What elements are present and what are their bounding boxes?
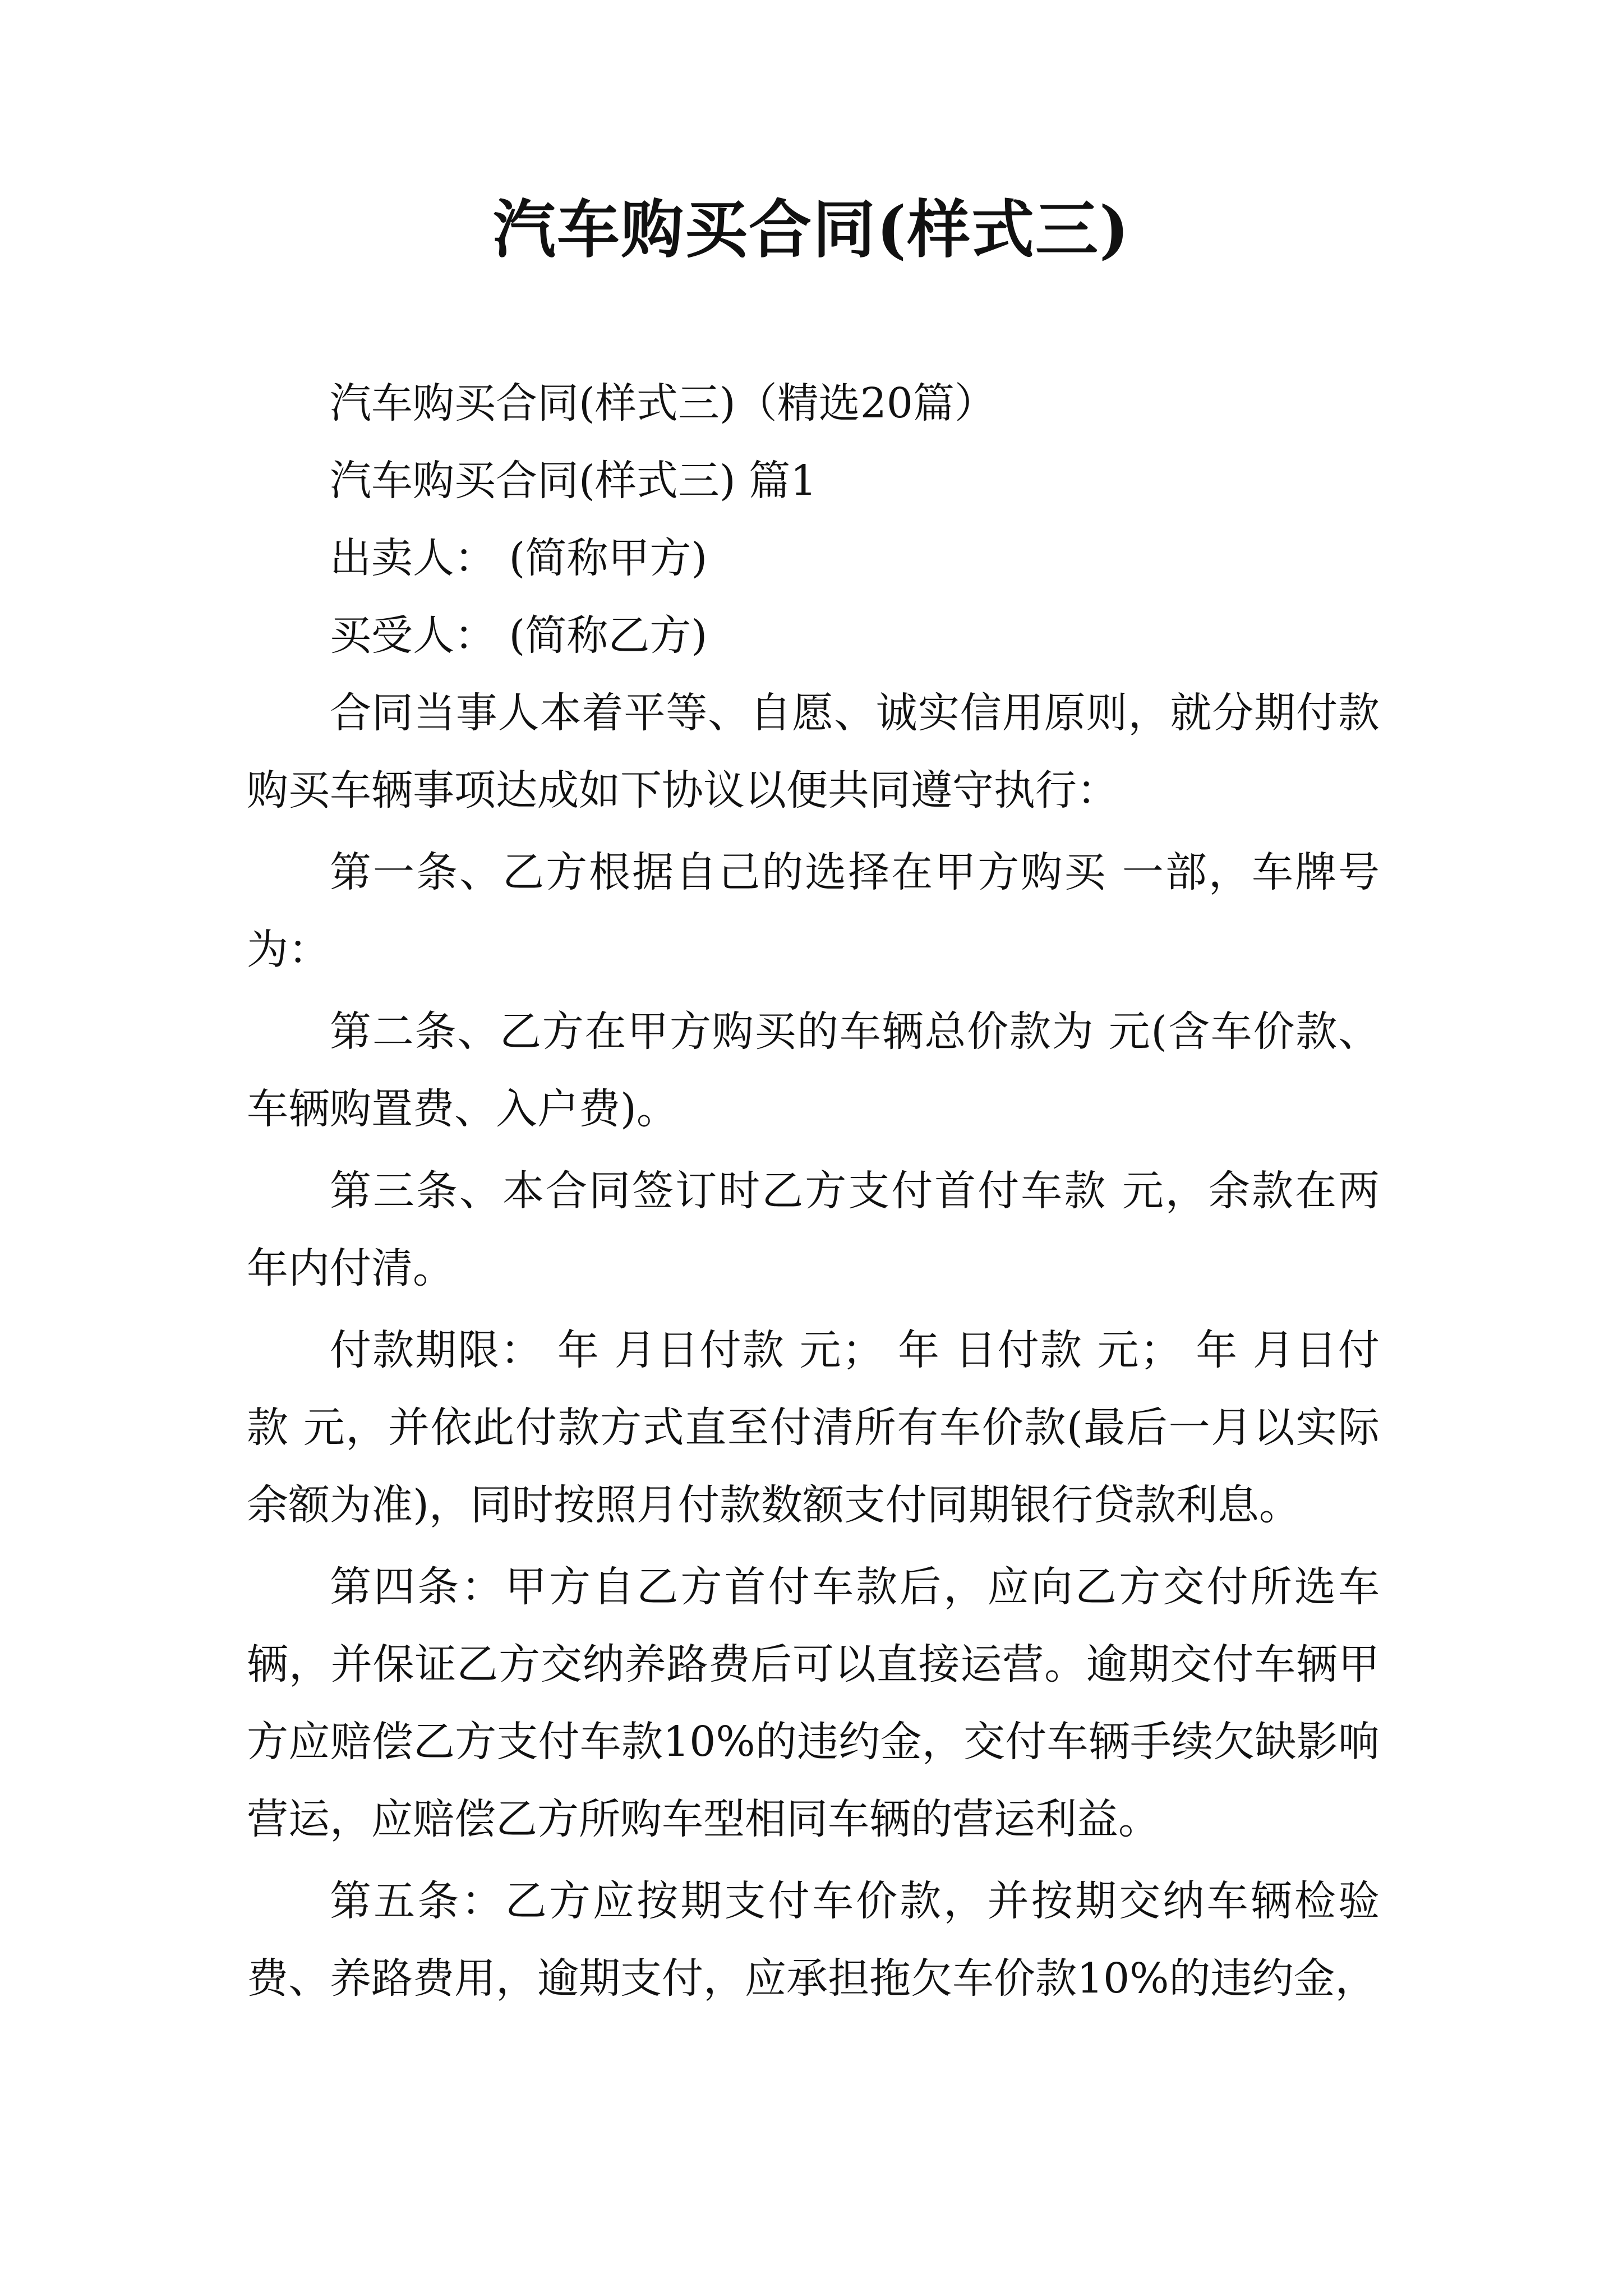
paragraph-article-2: 第二条、乙方在甲方购买的车辆总价款为 元(含车价款、车辆购置费、入户费)。 xyxy=(247,1007,1380,1133)
paragraph-article-3: 第三条、本合同签订时乙方支付首付车款 元，余款在两年内付清。 xyxy=(247,1167,1380,1292)
paragraph-buyer: 买受人： (简称乙方) xyxy=(330,611,708,660)
document-body xyxy=(247,365,1380,2017)
paragraph-seller: 出卖人： (简称甲方) xyxy=(330,534,708,582)
paragraph-preamble: 合同当事人本着平等、自愿、诚实信用原则，就分期付款购买车辆事项达成如下协议以便共同遵守执行： xyxy=(247,689,1380,815)
paragraph-article-5: 第五条：乙方应按期支付车价款，并按期交纳车辆检验费、养路费用，逾期支付，应承担拖欠车价款10%的违约金， xyxy=(247,1877,1380,2003)
document-title: 汽车购买合同(样式三) xyxy=(493,193,1130,266)
paragraph-payment-terms: 付款期限： 年 月日付款 元； 年 日付款 元； 年 月日付款 元，并依此付款方式直至付清所有车价款(最后一月以实际余额为准)，同时按照月付款数额支付同期银行贷款利息。 xyxy=(247,1326,1380,1529)
paragraph-section-heading: 汽车购买合同(样式三) 篇1 xyxy=(330,457,817,505)
paragraph-article-4: 第四条：甲方自乙方首付车款后，应向乙方交付所选车辆，并保证乙方交纳养路费后可以直接运营。逾期交付车辆甲方应赔偿乙方支付车款10%的违约金，交付车辆手续欠缺影响营运，应赔偿乙方所购车型相同车辆的营运利益。 xyxy=(247,1563,1380,1843)
paragraph-article-1: 第一条、乙方根据自己的选择在甲方购买 一部，车牌号为： xyxy=(247,848,1380,974)
paragraph-subtitle: 汽车购买合同(样式三)（精选20篇） xyxy=(330,379,996,427)
